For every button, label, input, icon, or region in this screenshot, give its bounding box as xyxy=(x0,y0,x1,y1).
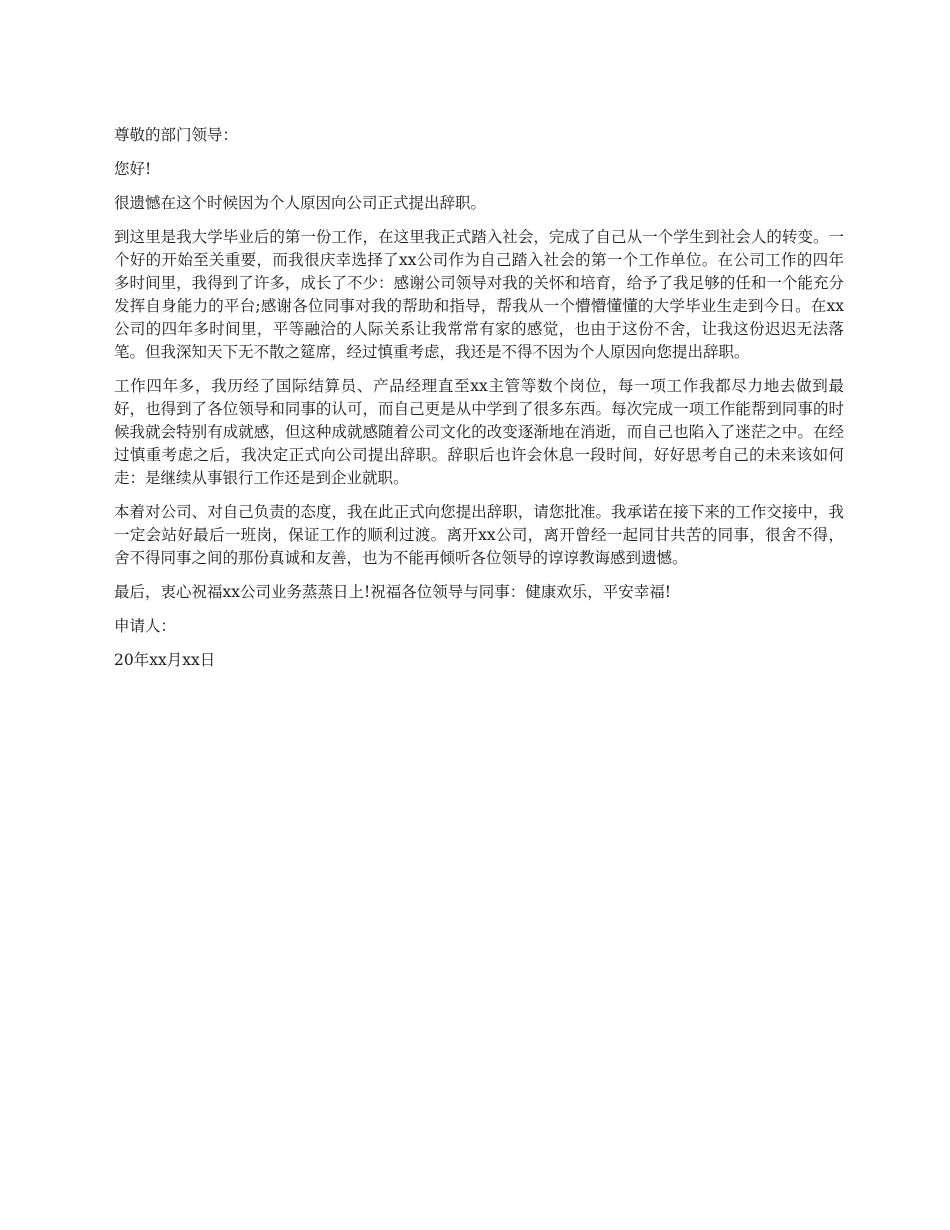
resignation-letter xyxy=(114,124,844,683)
paragraph-intro: 很遗憾在这个时候因为个人原因向公司正式提出辞职。 xyxy=(114,194,487,212)
salutation: 尊敬的部门领导： xyxy=(114,126,239,144)
signature-label: 申请人： xyxy=(114,617,177,635)
paragraph-commitment: 本着对公司、对自己负责的态度，我在此正式向您提出辞职，请您批准。我承诺在接下来的工作交接中，我一定会站好最后一班岗，保证工作的顺利过渡。离开xx公司，离开曾经一起同甘共苦的同事，很舍不得，舍不得同事之间的那份真诚和友善，也为不能再倾听各位领导的谆谆教诲感到遗憾。 xyxy=(114,503,844,567)
paragraph-gratitude: 到这里是我大学毕业后的第一份工作，在这里我正式踏入社会，完成了自己从一个学生到社会人的转变。一个好的开始至关重要，而我很庆幸选择了xx公司作为自己踏入社会的第一个工作单位。在公司工作的四年多时间里，我得到了许多，成长了不少：感谢公司领导对我的关怀和培育，给予了我足够的任和一个能充分发挥自身能力的平台;感谢各位同事对我的帮助和指导，帮我从一个懵懵懂懂的大学毕业生走到今日。在xx公司的四年多时间里，平等融洽的人际关系让我常常有家的感觉，也由于这份不舍，让我这份迟迟无法落笔。但我深知天下无不散之筵席，经过慎重考虑，我还是不得不因为个人原因向您提出辞职。 xyxy=(114,228,844,361)
paragraph-closing-wishes: 最后，衷心祝福xx公司业务蒸蒸日上!祝福各位领导与同事：健康欢乐，平安幸福! xyxy=(114,583,671,601)
paragraph-experience: 工作四年多，我历经了国际结算员、产品经理直至xx主管等数个岗位，每一项工作我都尽力地去做到最好，也得到了各位领导和同事的认可，而自己更是从中学到了很多东西。每次完成一项工作能帮到同事的时候我就会特别有成就感，但这种成就感随着公司文化的改变逐渐地在消逝，而自己也陷入了迷茫之中。在经过慎重考虑之后，我决定正式向公司提出辞职。辞职后也许会休息一段时间，好好思考自己的未来该如何走：是继续从事银行工作还是到企业就职。 xyxy=(114,377,844,487)
greeting: 您好! xyxy=(114,160,152,178)
letter-date: 20年xx月xx日 xyxy=(114,651,216,669)
